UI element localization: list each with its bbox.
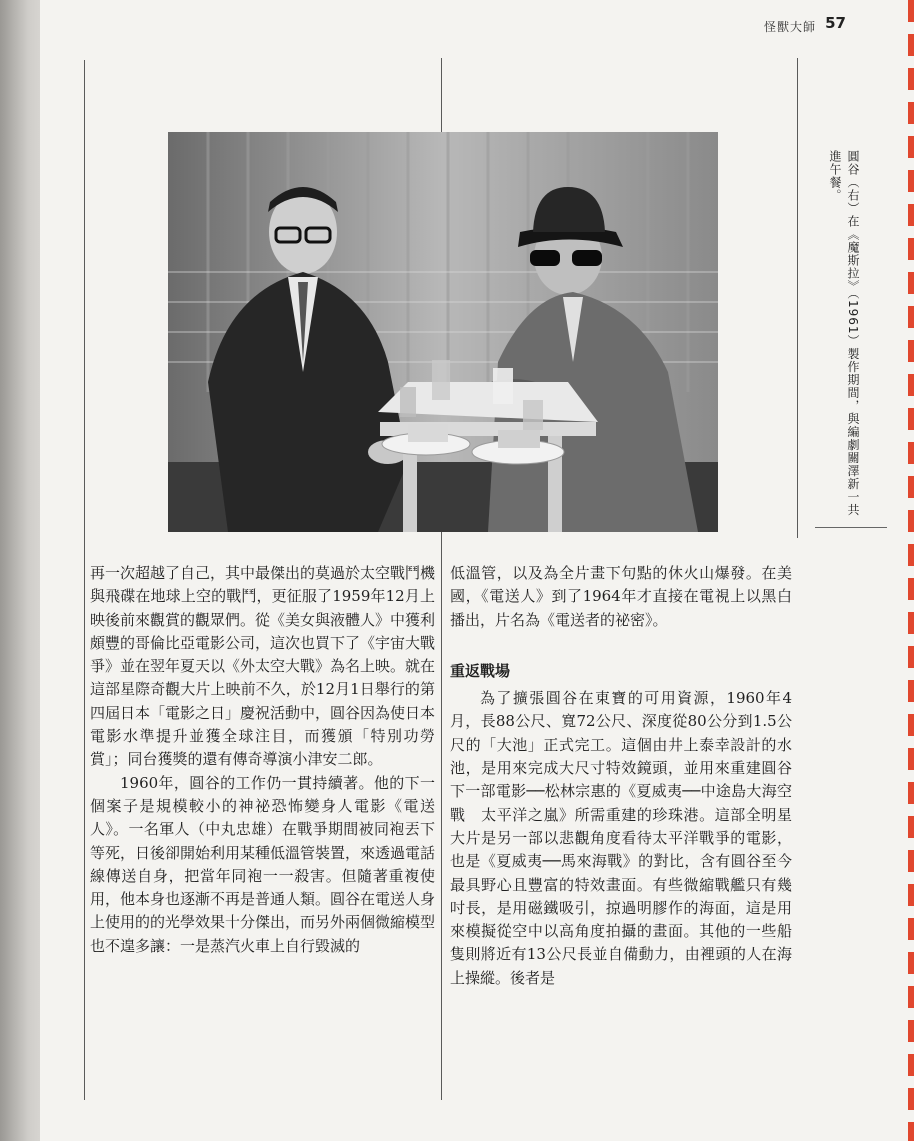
- photo-caption: 圓谷（右）在《魔斯拉》（1961）製作期間，與編劇關澤新一共進午餐。: [828, 150, 860, 517]
- caption-underline: [815, 527, 887, 528]
- left-margin-rule: [84, 60, 85, 1100]
- running-head: 怪獸大師: [763, 20, 816, 34]
- photograph: [168, 132, 718, 532]
- section-heading: 重返戰場: [450, 661, 511, 680]
- left-paragraph-2: 1960年，圓谷的工作仍一貫持續著。他的下一個案子是規模較小的神祕恐怖變身人電影《電送人》。一名軍人（中丸忠雄）在戰爭期間被同袍丟下等死，日後卻開始利用某種低溫管裝置，來透過電話線傳送自身，把當年同袍一一殺害。但隨著重複使用，他本身也逐漸不再是普通人類。圓谷在電送人身上使用的的光學效果十分傑出，而另外兩個微縮模型也不遑多讓：一是蒸汽火車上自行毀滅的: [90, 773, 436, 955]
- photograph-illustration: [168, 132, 718, 532]
- left-paragraph-1: 再一次超越了自己，其中最傑出的莫過於太空戰鬥機與飛碟在地球上空的戰鬥，更征服了1959年12月上映後前來觀賞的觀眾們。從《美女與液體人》中獲利頗豐的哥倫比亞電影公司，這次也買下了《宇宙大戰爭》並在翌年夏天以《外太空大戰》為名上映。就在這部星際奇觀大片上映前不久，於12月1日舉行的第四屆日本「電影之日」慶祝活動中，圓谷因為使日本電影水準提升並獲全球注目，而獲頒「特別功勞賞」；同台獲獎的還有傳奇導演小津安二郎。: [90, 564, 436, 769]
- right-text-column: [450, 562, 792, 990]
- page-edge-tabs: [908, 0, 914, 1141]
- right-paragraph-1: 低溫管，以及為全片畫下句點的休火山爆發。在美國，《電送人》到了1964年才直接在電視上以黑白播出，片名為《電送者的祕密》。: [450, 564, 792, 629]
- page-number: 57: [825, 14, 846, 32]
- right-paragraph-2: 為了擴張圓谷在東寶的可用資源，1960年4月，長88公尺、寬72公尺、深度從80公分到1.5公尺的「大池」正式完工。這個由井上泰幸設計的水池，是用來完成大尺寸特效鏡頭，並用來重建圓谷下一部電影──松林宗惠的《夏威夷──中途島大海空戰 太平洋之嵐》所需重建的珍珠港。這部全明星大片是另一部以悲觀角度看待太平洋戰爭的電影，也是《夏威夷──馬來海戰》的對比，含有圓谷至今最具野心且豐富的特效畫面。有些微縮戰艦只有幾吋長，是用磁鐵吸引，掠過明膠作的海面，這是用來模擬從空中以高角度拍攝的畫面。其他的一些船隻則將近有13公尺長並自備動力，由裡頭的人在海上操縱。後者是: [450, 689, 792, 987]
- caption-rule: [797, 58, 798, 538]
- left-text-column: [90, 562, 435, 958]
